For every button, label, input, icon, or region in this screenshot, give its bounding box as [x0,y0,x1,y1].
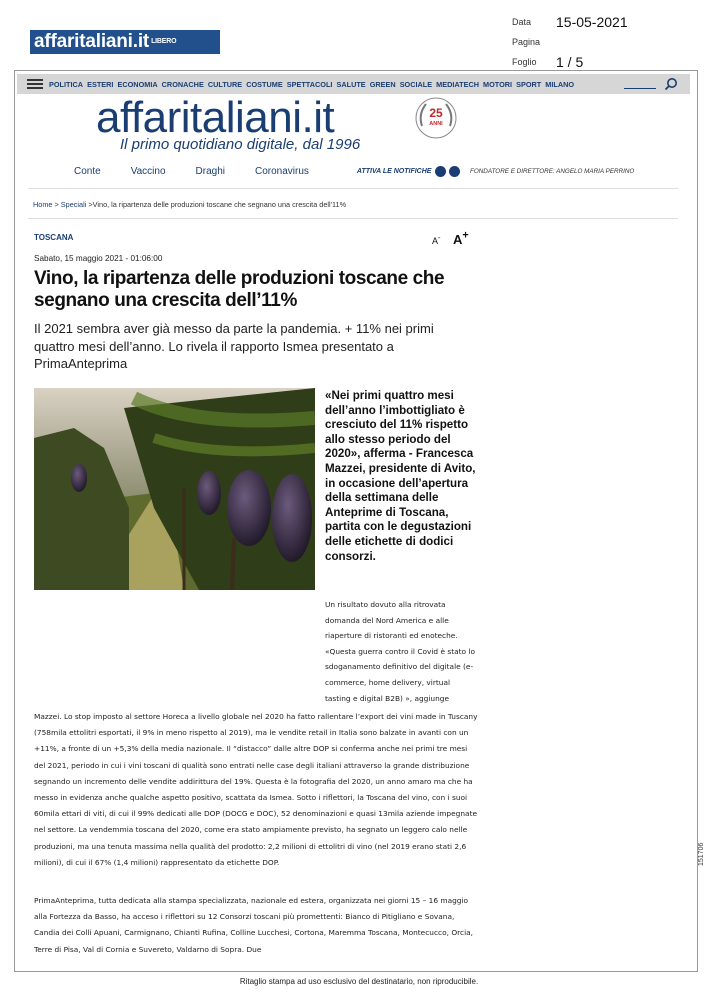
nav-item[interactable]: CRONACHE [161,79,204,89]
top-navigation [17,74,690,94]
nav-item[interactable]: GREEN [369,79,396,89]
font-decrease-button[interactable]: A- [432,233,441,247]
font-size-controls [432,230,469,249]
subnav-item-draghi[interactable]: Draghi [195,166,225,177]
clipping-footer: Ritaglio stampa ad uso esclusivo del destinatario, non riproducibile. [239,977,479,986]
clipping-meta [512,12,628,72]
menu-icon[interactable] [27,79,43,89]
breadcrumb [33,200,346,209]
breadcrumb-separator: > [88,200,93,209]
font-increase-button[interactable]: A+ [452,230,469,248]
nav-item[interactable]: ESTERI [87,79,114,89]
masthead-tld: .it [301,93,335,142]
divider [28,188,678,189]
search-field-line[interactable] [624,88,656,89]
badge-number: 25 [429,106,443,120]
search-icon[interactable] [664,77,678,91]
masthead-name: affaritaliani [96,93,302,142]
nav-item[interactable]: MOTORI [483,79,513,89]
badge-word: ANNI [429,121,443,127]
font-small-label: A [432,236,439,247]
article-quote: «Nei primi quattro mesi dell’anno l’imbottigliato è cresciuto del 11% rispetto allo stesso periodo del 2020», afferma - Francesca Mazzei, presidente di Avito, in occasione dell’apertura della settimana delle Anteprime di Toscana, partita con le degustazioni delle etichette di dodici consorzi. [325,389,476,563]
clipping-logo-small: LIBERO [151,38,177,45]
nav-item[interactable]: COSTUME [246,79,283,89]
breadcrumb-section[interactable]: Speciali [60,200,87,209]
article-category[interactable]: TOSCANA [34,233,74,242]
nav-item[interactable]: POLITICA [49,79,84,89]
date-label: Data [512,17,532,27]
date-value: 15-05-2021 [556,14,628,30]
whatsapp-icon[interactable] [435,166,446,177]
nav-item[interactable]: SPORT [516,79,542,89]
page-label: Pagina [512,37,541,47]
article-subtitle: Il 2021 sembra aver già messo da parte la pandemia. + 11% nei primi quattro mesi dell’anno. Lo rivela il rapporto Ismea presentato a PrimaAnteprima [34,321,434,371]
article-title: Vino, la ripartenza delle produzioni toscane che segnano una crescita dell’11% [34,268,445,311]
article-side-text: Un risultato dovuto alla ritrovata domanda del Nord America e alle riaperture di ristoranti ed enoteche. «Questa guerra contro il Covid è stato lo sdoganamento definitivo del digitale (e-commerce, home delivery, virtual tasting e digital B2B) », aggiunge [325,600,475,703]
anniversary-badge-icon [414,96,458,140]
nav-item[interactable]: MILANO [545,79,575,89]
subnav-item-conte[interactable]: Conte [74,166,101,177]
clipping-logo [30,30,220,54]
messenger-icon[interactable] [449,166,460,177]
clipping-id: 151706 [698,842,705,866]
divider [28,218,678,219]
article-date: Sabato, 15 maggio 2021 - 01:06:00 [34,254,163,263]
nav-item[interactable]: MEDIATECH [436,79,479,89]
nav-item[interactable]: SALUTE [336,79,366,89]
secondary-navigation [74,166,635,177]
sheet-value: 1 / 5 [556,54,584,70]
breadcrumb-separator: > [54,200,59,209]
nav-item[interactable]: SOCIALE [399,79,433,89]
breadcrumb-home[interactable]: Home [33,200,53,209]
nav-items [49,80,576,89]
article-paragraph-1: Mazzei. Lo stop imposto al settore Horeca a livello globale nel 2020 ha fatto rallentare l’export dei vini made in Tuscany (758mila ettolitri esportati, il 9% in meno rispetto al 2019), ma le vendite retail in Italia sono balzate in avanti con un +11%, a fronte di un +5,3% della media nazionale. Il “distacco” dalle altre DOP si conferma anche nei primi tre mesi del 2021, periodo in cui i vini toscani di qualità sono entrati nelle case degli italiani attraverso la grande distribuzione segnando un incremento delle vendite addirittura del 19%. Questa è la fotografia del 2020, un anno amaro ma che ha messo in evidenza anche qualche aspetto positivo, scattata da Ismea. Sotto i riflettori, la Toscana del vino, con i suoi 60mila ettari di viti, di cui il 99% dedicati alle DOP (DOCG e DOC), 52 denominazioni e quasi 13mila aziende impegnate nel settore. La vendemmia toscana del 2020, come era stato ampiamente previsto, ha segnato un leggero calo nelle produzioni, ma una tenuta massima nella qualità del prodotto: 2,2 milioni di ettolitri di vino (nel 2019 erano stati 2,6 milioni), di cui il 67% (1,4 milioni) rappresentato da etichette DOP. [34,712,478,867]
director-credit: FONDATORE E DIRETTORE: ANGELO MARIA PERRINO [470,168,635,175]
sheet-label: Foglio [512,57,537,67]
masthead-logo[interactable] [96,94,334,142]
breadcrumb-current: Vino, la ripartenza delle produzioni toscane che segnano una crescita dell'11% [92,200,347,209]
notifications-link[interactable]: ATTIVA LE NOTIFICHE [356,168,432,175]
masthead-tagline: Il primo quotidiano digitale, dal 1996 [120,136,361,153]
article-paragraph-2: PrimaAnteprima, tutta dedicata alla stampa specializzata, nazionale ed estera, organizzata nei giorni 15 – 16 maggio alla Fortezza da Basso, ha acceso i riflettori su 12 Consorzi toscani più promettenti: Bianco di Pitigliano e Sovana, Candia dei Colli Apuani, Carmignano, Chianti Rufina, Colline Lucchesi, Cortona, Maremma Toscana, Montecucco, Orcia, Terre di Pisa, Val di Cornia e Suvereto, Valdarno di Sopra. Due [34,896,474,954]
clipping-logo-text: affaritaliani.it [34,31,150,53]
vineyard-photo [34,388,315,590]
font-large-label: A [452,232,463,248]
nav-item[interactable]: ECONOMIA [117,79,158,89]
nav-item[interactable]: CULTURE [207,79,243,89]
subnav-item-vaccino[interactable]: Vaccino [130,166,166,177]
subnav-item-coronavirus[interactable]: Coronavirus [255,166,309,177]
nav-item[interactable]: SPETTACOLI [286,79,333,89]
